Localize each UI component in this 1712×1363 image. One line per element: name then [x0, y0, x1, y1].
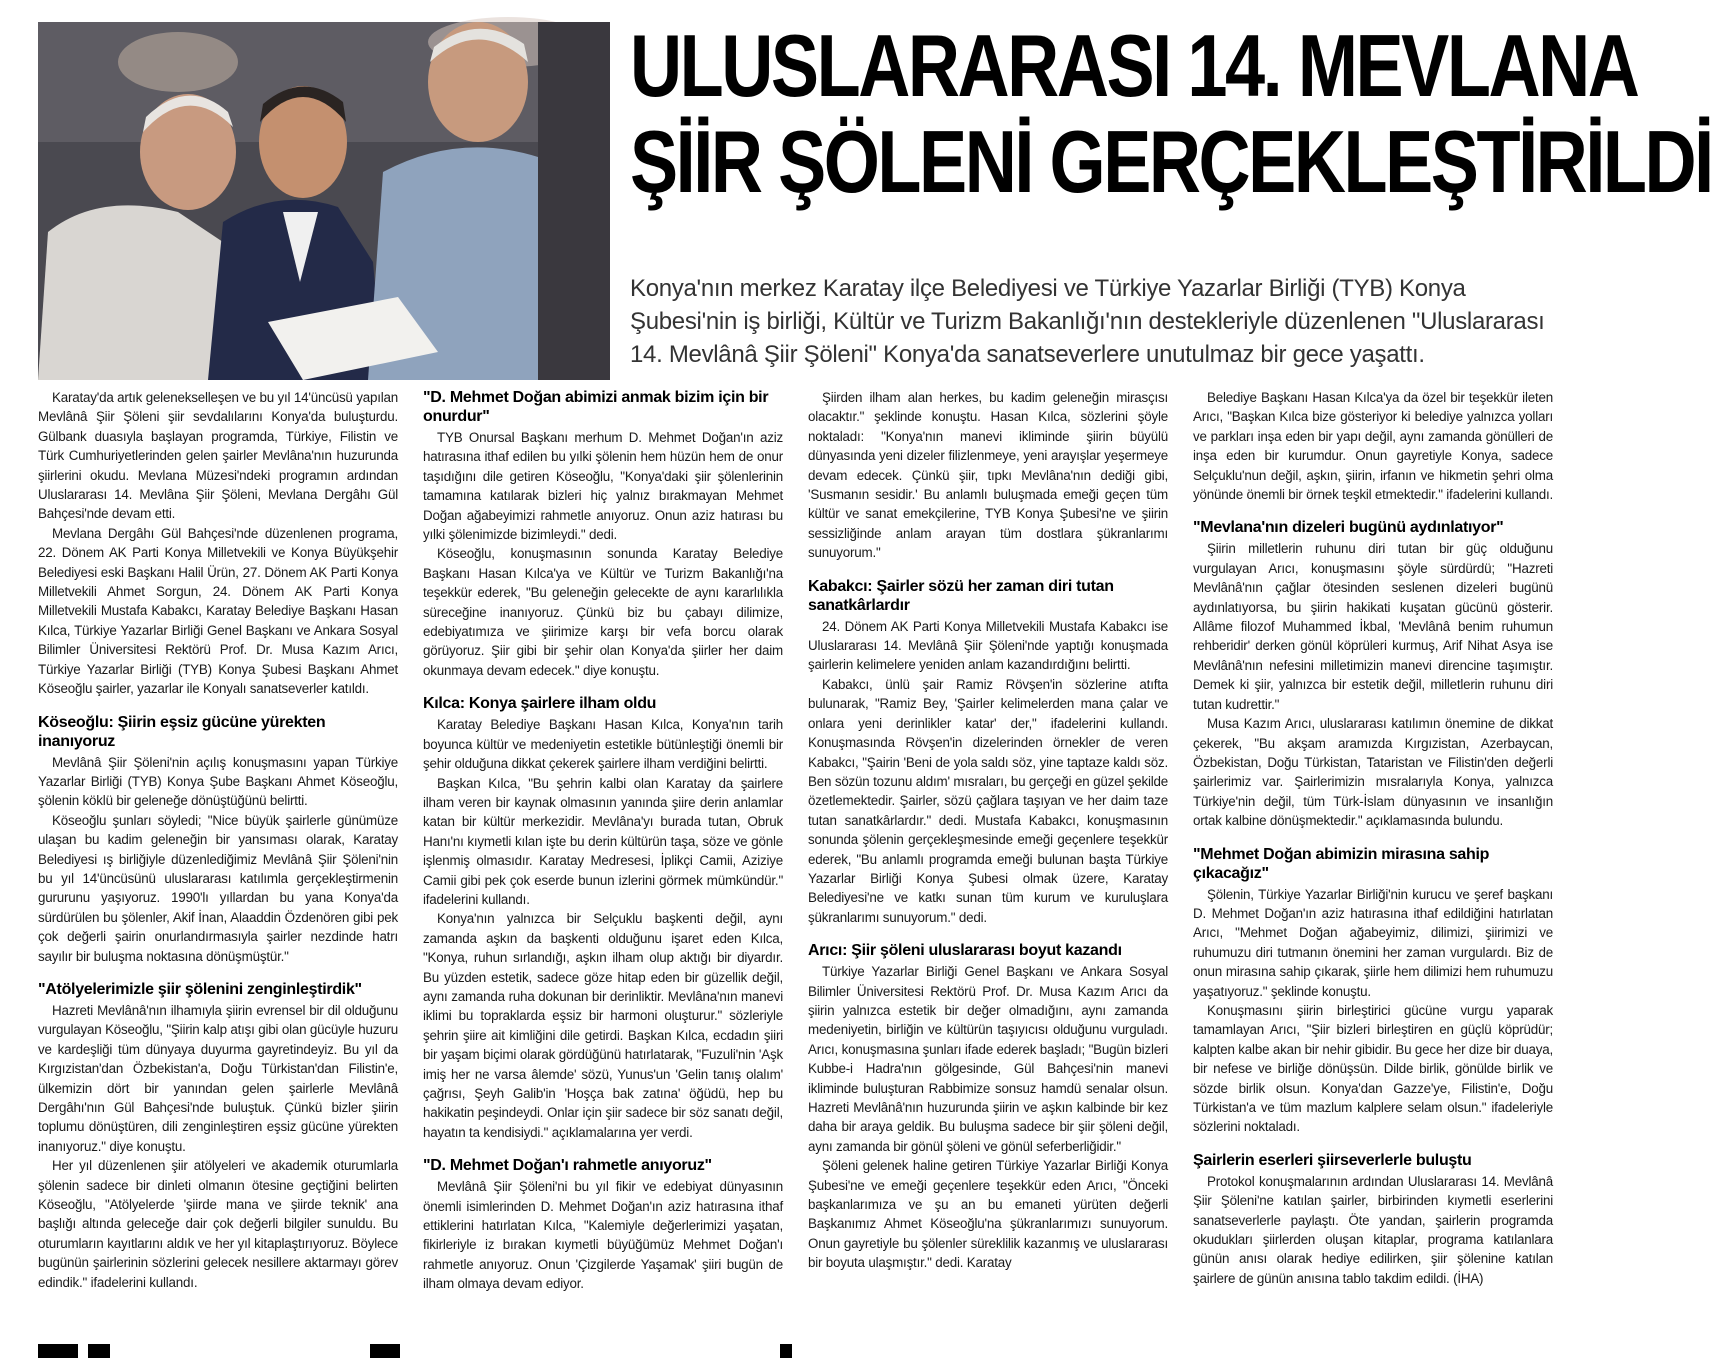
paragraph: Protokol konuşmalarının ardından Uluslararası 14. Mevlânâ Şiir Şöleni'ne katılan şairler, birbirinden kıymetli eserlerini sanatseverlerle paylaştı. Öte yandan, şairlerin programda okudukları şiirlerden oluşan kitaplar, programa katılanlara günün anısı olarak hediye edilirken, şiir şölenine katılan şairlere de günün anısına tablo takdim edildi. (İHA) [1193, 1173, 1553, 1286]
paragraph: Şölenin, Türkiye Yazarlar Birliği'nin kurucu ve şeref başkanı D. Mehmet Doğan'ın aziz hatırasına ithaf edildiğini hatırlatan Arıcı, "Mehmet Doğan ağabeyimiz, dilimizi, şiirimizi ve ruhumuzu diri tutmanın önemini her zaman vurgulardı. Biz de onun mirasına sahip çıkarak, şiirle hem dilimizi hem ruhumuzu yaşatıyoruz." şeklinde konuştu. [1193, 886, 1553, 999]
paragraph: Şiirin milletlerin ruhunu diri tutan bir güç olduğunu vurgulayan Arıcı, konuşmasını şöyle sürdürdü; "Hazreti Mevlânâ'nın çağlar ötesinden seslenen dizeleri bugünü aydınlatıyorsa, bu şiirin hakikati kuşatan gücünü gösterir. Allâme filozof Muhammed İkbal, 'Mevlânâ benim ruhumun rehberidir' derken gönül köprüleri kurmuş, Arif Nihat Asya ise Mevlânâ'nın nefesini milletimizin manevi direncine taşımıştır. Demek ki şiir, yalnızca bir estetik değil, milletlerin ruhunu diri tutan kudrettir." [1193, 541, 1553, 712]
paragraph: 24. Dönem AK Parti Konya Milletvekili Mustafa Kabakcı ise Uluslararası 14. Mevlânâ Şiir Şöleni'nde yaptığı konuşmada şairlerin kelimelere yeniden anlam kazandırdığını belirtti. [808, 618, 1168, 673]
paragraph: Mevlânâ Şiir Şöleni'nin açılış konuşmasını yapan Türkiye Yazarlar Birliği (TYB) Konya Şube Başkanı Ahmet Köseoğlu, şölenin köklü bir geleneğe dönüştüğünü belirtti. [38, 754, 398, 809]
paragraph: Köseoğlu şunları söyledi; "Nice büyük şairlerle günümüze ulaşan bu kadim geleneğin bir yansıması olarak, Karatay Belediyesi ış birliğiyle düzenlediğimiz Mevlânâ Şiir Şöleni'nin bu yıl 14'üncüsünü uluslararası katılımla gerçekleştirmenin gururunu yaşıyoruz. 1990'lı yıllardan bu yana Konya'da sürdürülen bu şölenler, Akif İnan, Alaaddin Özdenören gibi pek çok değerli şairin onurlandırmasıyla şairler nezdinde hatrı sayılır bir buluşma noktasına dönüşmüştür." [38, 812, 398, 964]
column-4 [1193, 388, 1553, 1288]
paragraph: Şiirden ilham alan herkes, bu kadim geleneğin mirasçısı olacaktır." şeklinde konuştu. Hasan Kılca, sözlerini şöyle noktaladı: "Konya'nın manevi ikliminde şiirin büyülü dünyasında yeni dizeler filizlenmeye, yeni arayışlar yeşermeye devam edecek. Çünkü şiir, tıpkı Mevlâna'nın dediği gibi, 'Susmanın sesidir.' Bu anlamlı buluşmada emeği geçen tüm kültür ve sanat emekçilerine, TYB Konya Şubesi'ne ve şiirin sessizliğinde anlam arayan tüm dostlara şükranlarımı sunuyorum." [808, 390, 1168, 561]
paragraph: Karatay Belediye Başkanı Hasan Kılca, Konya'nın tarih boyunca kültür ve medeniyetin estetikle bütünleştiği önemli bir şehir olduğuna dikkat çekerek şairlere ilham verdiğini belirtti. [423, 717, 783, 772]
paragraph: Konya'nın yalnızca bir Selçuklu başkenti değil, aynı zamanda aşkın da başkenti olduğunu işaret eden Kılca, "Konya, ruhun sırlandığı, aşkın ilham olup aktığı bir diyardır. Bu yüzden estetik, sadece göze hitap eden bir güzellik değil, aynı zamanda ruha dokunan bir derinliktir. Mevlâna'nın manevi iklimi bu topraklarda eşsiz bir harmoni oluşturur." sözleriyle şehrin şiire ait kimliğini dile getirdi. Başkan Kılca, ecdadın şiiri bir yaşam biçimi olarak gördüğünü hatırlatarak, "Fuzuli'nin 'Aşk imiş her ne varsa âlemde' sözü, Yunus'un 'Gelin tanış olalım' çağrısı, Şeyh Galib'in 'Hoşça bak zatına' öğüdü, hep bu hakikatin peşindeydi. Onlar için şiir sadece bir söz sanatı değil, hayatın ta kendisiydi." açıklamalarına yer verdi. [423, 911, 783, 1140]
paragraph: Kabakcı, ünlü şair Ramiz Rövşen'in sözlerine atıfta bulunarak, "Ramiz Bey, 'Şairler kelimelerden mana çalar ve onlara yeni derinlikler katar' der," ifadelerini kullandı. Konuşmasında Rövşen'in dizelerinden örnekler de veren Kabakcı, "Şairin 'Beni de yola saldı söz, yine taptaze kaldı söz. Ben sözün tozunu aldım' mısraları, bu gerçeği en güzel şekilde özetlemektedir. Şairler, sözü çağlara taşıyan ve her daim taze tutan sanatkârlardır." dedi. Mustafa Kabakcı, konuşmasının sonunda şölenin gerçekleşmesinde emeği geçenlere teşekkür ederek, "Bu anlamlı programda emeği bulunan başta Türkiye Yazarlar Birliği Konya Şubesi olmak üzere, Karatay Belediyesi'ne ve katkı sunan tüm kurum ve kuruluşlara şükranlarımı sunuyorum." dedi. [808, 676, 1168, 925]
paragraph: Mevlânâ Şiir Şöleni'ni bu yıl fikir ve edebiyat dünyasının önemli isimlerinden D. Mehmet Doğan'ın aziz hatırasına ithaf ettiklerini hatırlatan Kılca, "Kalemiyle değerlerimizi yaşatan, fikirleriyle iz bırakan kıymetli büyüğümüz Mehmet Doğan'ı rahmetle anıyoruz. Onun 'Çizgilerde Yaşamak' şiiri bugün de ilham olmaya devam ediyor. [423, 1179, 783, 1292]
paragraph: Belediye Başkanı Hasan Kılca'ya da özel bir teşekkür ileten Arıcı, "Başkan Kılca bize gösteriyor ki belediye yalnızca yolları ve parkları inşa eden bir yapı değil, aynı zamanda gönülleri de inşa eden bir kurumdur. Onun gayretiyle Konya, sadece Selçuklu'nun değil, aşkın, şiirin, irfanın ve hikmetin şehri olma yönünde önemli bir örnek teşkil etmektedir." ifadelerini kullandı. [1193, 390, 1553, 503]
paragraph: Karatay'da artık gelenekselleşen ve bu yıl 14'üncüsü yapılan Mevlânâ Şiir Şöleni şiir sevdalılarını Konya'da buluşturdu. Gülbank duasıyla başlayan programda, Türkiye, Filistin ve Türk Cumhuriyetlerinden gelen şairler Mevlâna'nın huzurunda şiirlerini okudu. Mevlana Müzesi'ndeki programın ardından Uluslararası 14. Mevlâna Şiir Şöleni, Mevlana Dergâhı Gül Bahçesi'nde devam etti. [38, 390, 398, 522]
paragraph: Musa Kazım Arıcı, uluslararası katılımın önemine de dikkat çekerek, "Bu akşam aramızda Kırgızistan, Azerbaycan, Özbekistan, Doğu Türkistan, Tataristan ve Filistin'den değerli şairlerimiz var. Şairlerimizin mısralarıyla Konya, yalnızca Türkiye'nin değil, tüm Türk-İslam dünyasının ve insanlığın ortak kalbine dönüşmektedir." açıklamasında bulundu. [1193, 716, 1553, 829]
lead-paragraph: Konya'nın merkez Karatay ilçe Belediyesi ve Türkiye Yazarlar Birliği (TYB) Konya Şubesi'nin iş birliği, Kültür ve Turizm Bakanlığı'nın destekleriyle düzenlenen "Uluslararası 14. Mevlânâ Şiir Şöleni" Konya'da sanatseverlere unutulmaz bir gece yaşattı. [630, 275, 1545, 368]
article-photo [38, 22, 610, 380]
subheading: Kabakcı: Şairler sözü her zaman diri tutan sanatkârlardır [808, 577, 1114, 614]
paragraph: Konuşmasını şiirin birleştirici gücüne vurgu yaparak tamamlayan Arıcı, "Şiir bizleri birleştiren en güçlü köprüdür; kalpten kalbe akan bir nehir gibidir. Bu gece her dize bir duaya, bir nefese ve birliğe dönüşsün. Dilde birlik, gönülde birlik ve sözde birlik olsun. Konya'dan Gazze'ye, Filistin'e, Doğu Türkistan'a ve tüm mazlum kalplere selam olsun." ifadeleriyle sözlerini noktaladı. [1193, 1002, 1553, 1135]
paragraph: Başkan Kılca, "Bu şehrin kalbi olan Karatay da şairlere ilham veren bir kaynak olmasının yanında şiire derin anlamlar katan bir kültür merkezidir. Mevlâna'yı burada tutan, Obruk Hanı'nı kıymetli kılan işte bu derin kültürün taşa, söze ve gönle işlenmiş olmasıdır. Karatay Medresesi, İplikçi Camii, Aziziye Camii gibi pek çok eserde bunun izlerini görmek mümkündür." ifadelerini kullandı. [423, 775, 783, 907]
subheading: Kılca: Konya şairlere ilham oldu [423, 695, 657, 713]
headline [630, 16, 1712, 211]
column-3 [808, 388, 1168, 1273]
photo-illustration [38, 22, 610, 380]
subheading: "D. Mehmet Doğan'ı rahmetle anıyoruz" [423, 1157, 712, 1175]
next-headline-fragment [38, 1338, 1568, 1356]
headline-line2: ŞİİR ŞÖLENİ GERÇEKLEŞTİRİLDİ [630, 112, 1712, 211]
paragraph: Mevlana Dergâhı Gül Bahçesi'nde düzenlenen programa, 22. Dönem AK Parti Konya Milletvekili ve Konya Büyükşehir Belediyesi eski Başkanı Halil Ürün, 27. Dönem AK Parti Konya Milletvekili Ahmet Sorgun, 24. Dönem AK Parti Konya Milletvekili Mustafa Kabakcı, Karatay Belediye Başkanı Hasan Kılca, Türkiye Yazarlar Birliği Genel Başkanı ve Ankara Sosyal Bilimler Üniversitesi Rektörü Prof. Dr. Musa Kazım Arıcı, Türkiye Yazarlar Birliği (TYB) Konya Şubesi Başkanı Ahmet Köseoğlu şairler, yazarlar ile Konyalı sanatseverler katıldı. [38, 525, 398, 697]
subheading: "Mevlana'nın dizeleri bugünü aydınlatıyor" [1193, 519, 1504, 537]
paragraph: Türkiye Yazarlar Birliği Genel Başkanı ve Ankara Sosyal Bilimler Üniversitesi Rektörü Prof. Dr. Musa Kazım Arıcı da şiirin yalnızca estetik bir değer olmadığını, aynı zamanda medeniyetin, birliğin ve kültürün taşıyıcısı olduğunu vurguladı. Arıcı, konuşmasına şunları ifade ederek başladı; "Bugün bizleri Kubbe-i Hadra'nın gölgesinde, Gül Bahçesi'nin manevi ikliminde buluşturan Rabbimize sonsuz hamdü senalar olsun. Hazreti Mevlânâ'nın huzurunda şiirin ve aşkın kalbinde bir kez daha bir araya geldik. Bu buluşma sadece bir şiir şöleni değil, aynı zamanda bir gönül şöleni ve gönül seferberliğidir." [808, 964, 1168, 1154]
subheading: Şairlerin eserleri şiirseverlerle buluştu [1193, 1151, 1472, 1169]
column-1 [38, 388, 398, 1292]
column-2 [423, 388, 783, 1294]
subheading: "D. Mehmet Doğan abimizi anmak bizim için bir onurdur" [423, 389, 769, 425]
subheading: Arıcı: Şiir şöleni uluslararası boyut kazandı [808, 942, 1122, 960]
paragraph: Hazreti Mevlânâ'nın ilhamıyla şiirin evrensel bir dil olduğunu vurgulayan Köseoğlu, "Şiirin kalp atışı gibi olan gücüyle huzuru ve kardeşliği tüm dünyaya duyurma gayretindeyiz. Bu yıl da Kırgızistan'dan Özbekistan'a, Doğu Türkistan'dan Filistin'e, ülkemizin dört bir yanından gelen şairlerle Mevlânâ Dergâhı'nın Gül Bahçesi'nde buluştuk. Çünkü bizler şiirin toplumu dönüştüren, dili zenginleştiren eşsiz gücüne yürekten inanıyoruz." diye konuştu. [38, 1002, 398, 1154]
subheading: "Atölyelerimizle şiir şölenini zenginleştirdik" [38, 980, 362, 998]
paragraph: Şöleni gelenek haline getiren Türkiye Yazarlar Birliği Konya Şubesi'ne ve emeği geçenlere teşekkür eden Arıcı, "Önceki başkanlarımıza ve şu an bu emaneti yürüten değerli Başkanımız Ahmet Köseoğlu'na şükranlarımızı sunuyorum. Onun gayretiyle bu şölenler süreklilik kazanmış ve uluslararası bir boyuta ulaşmıştır." dedi. Karatay [808, 1158, 1168, 1271]
paragraph: TYB Onursal Başkanı merhum D. Mehmet Doğan'ın aziz hatırasına ithaf edilen bu yılki şölenin hem hüzün hem de onur taşıdığını dile getiren Köseoğlu, "Konya'daki şiir şölenlerinin tamamına katılarak bizleri hiç yalnız bırakmayan Mehmet Doğan ağabeyimizi rahmetle anıyoruz. Onun aziz hatırası bu yılki şölenimizde bizimleydi." dedi. [423, 430, 783, 543]
paragraph: Her yıl düzenlenen şiir atölyeleri ve akademik oturumlarla şölenin sadece bir dinleti olmanın ötesine geçtiğini belirten Köseoğlu, "Atölyelerde 'şiirde mana ve şiirde teknik' ana başlığı altında geleceğe dair çok değerli bilgiler sunuldu. Bu oturumların kayıtlarını aldık ve her yıl kitaplaştırıyoruz. Böylece bugünün şairlerinin sözlerini gelecek nesillere aktarmayı görev edindik." ifadelerini kullandı. [38, 1158, 398, 1290]
subheading: Köseoğlu: Şiirin eşsiz gücüne yürekten inanıyoruz [38, 713, 326, 750]
subheading: "Mehmet Doğan abimizin mirasına sahip çıkacağız" [1193, 845, 1490, 882]
paragraph: Köseoğlu, konuşmasının sonunda Karatay Belediye Başkanı Hasan Kılca'ya ve Kültür ve Turizm Bakanlığı'na teşekkür ederek, "Bu geleneğin gelecekte de aynı kararlılıkla süreceğine inanıyoruz. Çünkü biz bu çabayı dilimize, edebiyatımıza ve şiirimize karşı bir vefa borcu olarak görüyoruz. Şiir gibi bir şehir olan Konya'da şiirler her daim okunmaya devam edecek." diye konuştu. [423, 546, 783, 678]
headline-line1: ULUSLARARASI 14. MEVLANA [630, 16, 1638, 115]
